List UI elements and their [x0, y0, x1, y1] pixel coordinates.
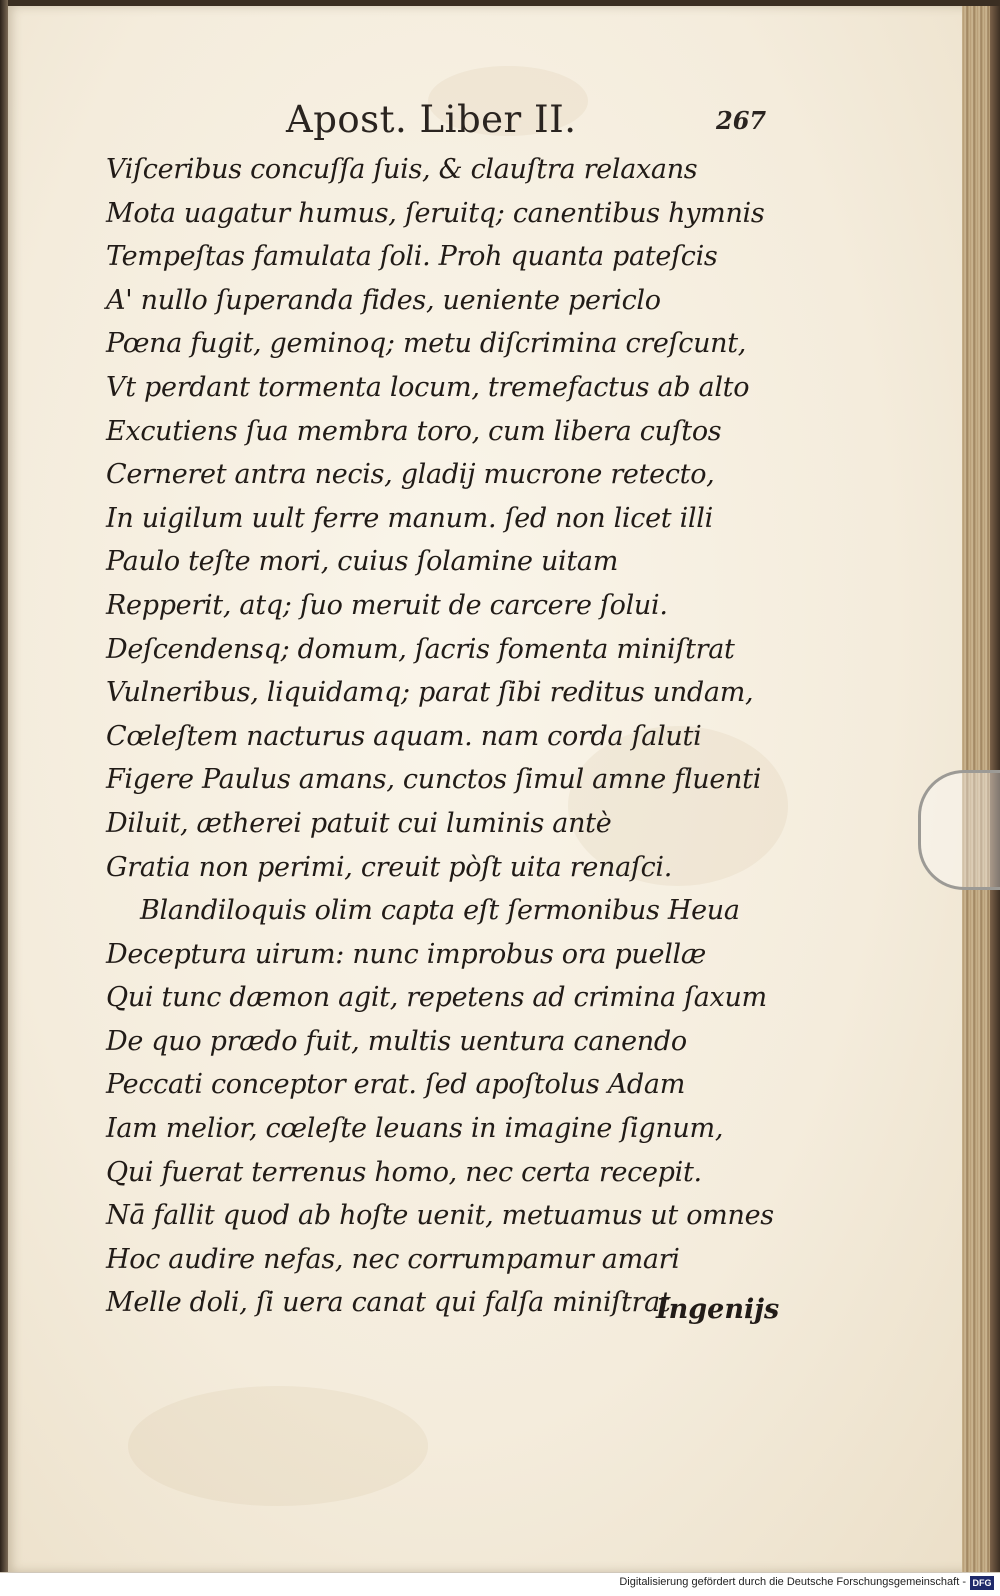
verse-line: Viſceribus concuſſa ſuis, & clauſtra relaxans [106, 154, 698, 185]
verse-line: Diluit, ætherei patuit cui luminis antè [106, 807, 612, 839]
verse-line: Figere Paulus amans, cunctos ſimul amne fluenti [106, 764, 762, 796]
footer-strip [0, 1572, 1000, 1596]
verse-line: Repperit, atq; ſuo meruit de carcere ſolui. [106, 589, 668, 621]
scan-frame-top [0, 0, 1000, 6]
verse-line: Melle doli, ſi uera canat qui falſa miniſtrat. [106, 1287, 679, 1319]
verse-line: Nā fallit quod ab hoſte uenit, metuamus ut omnes [106, 1200, 774, 1232]
verse-line: A' nullo ſuperanda fides, ueniente periclo [106, 284, 661, 316]
running-head: Apost. Liber II. [286, 98, 577, 141]
verse-line: Iam melior, cœleſte leuans in imagine ſignum, [106, 1113, 724, 1145]
verse-line: Pœna fugit, geminoq; metu diſcrimina creſcunt, [106, 328, 747, 360]
verse-line: Qui fuerat terrenus homo, nec certa recepit. [106, 1156, 702, 1188]
verse-line: Peccati conceptor erat. ſed apoſtolus Adam [106, 1069, 686, 1101]
verse-line: Qui tunc dæmon agit, repetens ad crimina ſaxum [106, 982, 767, 1014]
footer-credit: Digitalisierung gefördert durch die Deutsche Forschungsgemeinschaft - [619, 1576, 966, 1588]
verse-line: Deceptura uirum: nunc improbus ora puellæ [106, 938, 706, 970]
catchword: Ingenijs [656, 1294, 780, 1325]
verse-line: Blandiloquis olim capta eſt ſermonibus Heua [140, 895, 740, 927]
verse-line: In uigilum uult ferre manum. ſed non licet illi [106, 502, 713, 534]
dfg-logo: DFG [970, 1576, 994, 1590]
verse-line: Mota uagatur humus, ſeruitq; canentibus hymnis [106, 197, 765, 229]
scan-frame-left [0, 0, 8, 1596]
verse-line: Paulo teſte mori, cuius ſolamine uitam [106, 546, 619, 578]
verse-line: Excutiens ſua membra toro, cum libera cuſtos [106, 415, 722, 447]
verse-line: Cerneret antra necis, gladij mucrone retecto, [106, 459, 715, 491]
verse-line: Cœleſtem nacturus aquam. nam corda ſaluti [106, 720, 702, 752]
verse-line: Vt perdant tormenta locum, tremefactus ab alto [106, 371, 750, 403]
verse-line: Deſcendensq; domum, ſacris fomenta miniſtrat [106, 633, 735, 665]
paper-stain [128, 1386, 428, 1506]
verse-line: Tempeſtas famulata ſoli. Proh quanta pateſcis [106, 241, 718, 273]
verse-body [106, 148, 806, 1325]
page-number: 267 [716, 106, 767, 135]
book-page [8, 6, 970, 1572]
verse-line: Hoc audire nefas, nec corrumpamur amari [106, 1243, 680, 1275]
verse-line: Gratia non perimi, creuit pòſt uita renaſci. [106, 851, 673, 883]
verse-line: Vulneribus, liquidamq; parat ſibi reditus undam, [106, 677, 754, 709]
page-clip [918, 770, 1000, 890]
verse-line: De quo prædo fuit, multis uentura canendo [106, 1025, 687, 1057]
